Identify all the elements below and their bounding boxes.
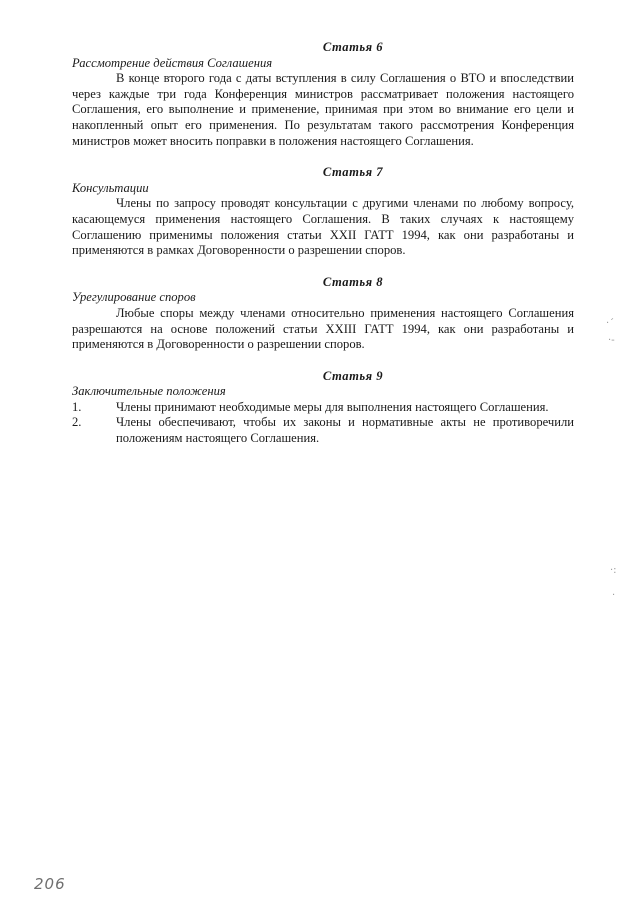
article-6 bbox=[72, 40, 574, 149]
article-subtitle: Рассмотрение действия Соглашения bbox=[72, 55, 273, 70]
article-body: Любые споры между членами относительно применения настоящего Соглашения разрешаются на основе положений статьи XXIII ГАТТ 1994, как они разработаны и применяются в Договоренности о разрешении споров. bbox=[72, 305, 574, 352]
article-body: Члены по запросу проводят консультации с другими членами по любому вопросу, касающемуся применения настоящего Соглашения. В таких случаях к настоящему Соглашению применимы положения статьи XXII ГАТТ 1994, как они разработаны и применяются в рамках Договоренности о разрешении споров. bbox=[72, 196, 574, 258]
article-heading: Статья 7 bbox=[322, 165, 384, 180]
article-8 bbox=[72, 275, 574, 353]
article-heading: Статья 8 bbox=[322, 274, 384, 289]
list-item bbox=[72, 400, 574, 416]
list-item bbox=[72, 415, 574, 446]
page-number: 206 bbox=[34, 875, 66, 893]
item-text: Члены обеспечивают, чтобы их законы и нормативные акты не противоречили положениям настоящего Соглашения. bbox=[116, 415, 574, 446]
article-subtitle: Заключительные положения bbox=[72, 384, 226, 399]
article-heading: Статья 9 bbox=[322, 368, 384, 383]
document-page bbox=[72, 40, 574, 463]
article-9 bbox=[72, 369, 574, 447]
article-heading: Статья 6 bbox=[322, 40, 384, 54]
item-number: 1. bbox=[72, 399, 82, 414]
scan-artifact: ·: bbox=[610, 565, 617, 576]
scan-artifact: ·- bbox=[608, 335, 615, 346]
scan-artifact: ·´ bbox=[606, 318, 615, 329]
article-subtitle: Консультации bbox=[72, 180, 149, 195]
item-text: Члены принимают необходимые меры для выполнения настоящего Соглашения. bbox=[116, 399, 549, 414]
article-body: В конце второго года с даты вступления в силу Соглашения о ВТО и впоследствии через каждые три года Конференция министров рассматривает положения настоящего Соглашения, его выполнение и применение, принимая при этом во внимание его цели и накопленный опыт его применения. По результатам такого рассмотрения Конференция министров может вносить поправки в положения настоящего Соглашения. bbox=[72, 71, 574, 148]
item-number: 2. bbox=[72, 415, 82, 430]
article-7 bbox=[72, 165, 574, 259]
scan-artifact: · bbox=[612, 590, 616, 601]
article-subtitle: Урегулирование споров bbox=[72, 290, 196, 305]
